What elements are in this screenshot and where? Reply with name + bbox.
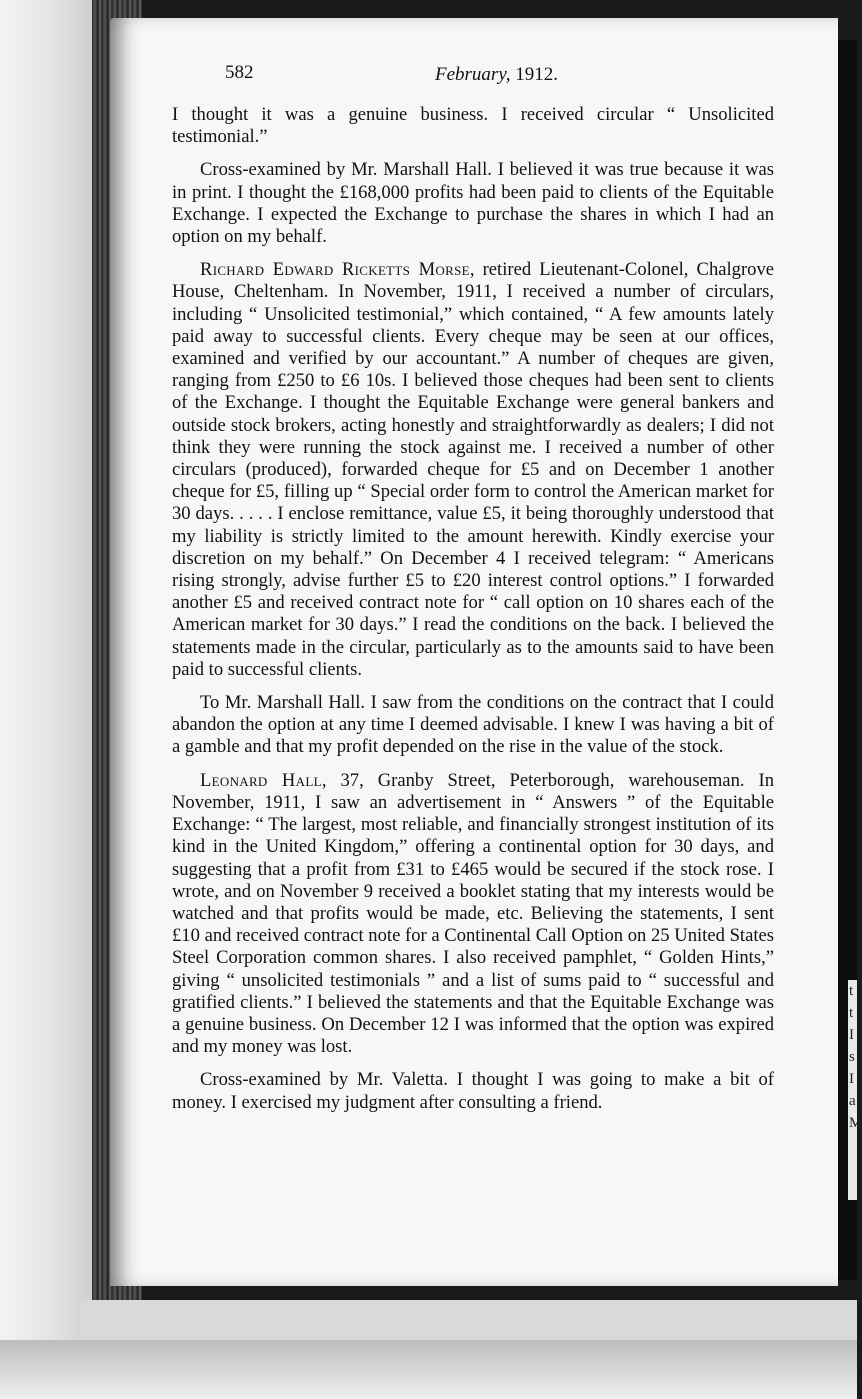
paragraph: [172, 1069, 774, 1113]
running-head-month: February,: [435, 64, 511, 85]
paragraph-text: , 37, Granby Street, Peterborough, warehouseman. In November, 1911, I saw an advertisement in “ Answers ” of the Equitable Exchange: “ The largest, most reliable, and financially strongest institution of its kind in the United Kingdom,” offering a continental option for 30 days, and suggesting that a profit from £31 to £465 would be secured if the stock rose. I wrote, and on November 9 received a booklet stating that my interests would be watched and that profits would be made, etc. Believing the statements, I sent £10 and received contract note for a Continental Call Option on 25 United States Steel Corporation common shares. I also received pamphlet, “ Golden Hints,” giving “ unsolicited testimonials ” and a list of sums paid to “ successful and gratified clients.” I believed the statements and that the Equitable Exchange was a genuine business. On December 12 I was informed that the option was expired and my money was lost.: [172, 769, 775, 1058]
margin-fragment: I: [849, 1071, 854, 1087]
paragraph-text: I thought it was a genuine business. I received circular “ Unsolicited testimonial.”: [172, 104, 774, 148]
margin-fragment: a: [849, 1093, 856, 1109]
margin-fragment: s: [849, 1049, 855, 1065]
paragraph-text: To Mr. Marshall Hall. I saw from the conditions on the contract that I could abandon the option at any time I deemed advisable. I knew I was having a bit of a gamble and that my profit depended on the rise in the value of the stock.: [172, 692, 774, 758]
margin-fragment: M: [849, 1115, 862, 1131]
running-head: [435, 64, 558, 86]
page-number: 582: [225, 62, 254, 83]
paragraph: [172, 104, 774, 148]
paragraph: [172, 259, 774, 681]
paragraph: [172, 159, 774, 248]
margin-fragment: t: [849, 983, 854, 999]
left-page-edge: [0, 0, 92, 1399]
paragraph: [172, 692, 774, 759]
paragraph-text: Cross-examined by Mr. Valetta. I thought I was going to make a bit of money. I exercised my judgment after consulting a friend.: [172, 1069, 774, 1113]
adjacent-page-fragment: [848, 980, 862, 1200]
body-text: [172, 104, 774, 1125]
witness-name: Richard Edward Ricketts Morse: [200, 259, 470, 281]
margin-fragment: t: [849, 1005, 854, 1021]
witness-name: Leonard Hall: [200, 769, 322, 791]
paragraph: [172, 770, 774, 1059]
page-header: [225, 62, 785, 92]
paragraph-text: Cross-examined by Mr. Marshall Hall. I believed it was true because it was in print. I thought the £168,000 profits had been paid to clients of the Equitable Exchange. I expected the Exchange to purchase the shares in which I had an option on my behalf.: [172, 159, 774, 248]
paragraph-text: , retired Lieutenant-Colonel, Chalgrove House, Cheltenham. In November, 1911, I received a number of circulars, including “ Unsolicited testimonial,” which contained, “ A few amounts lately paid away to successful clients. Every cheque may be seen at our offices, examined and verified by our accountant.” A number of cheques are given, ranging from £250 to £6 10s. I believed those cheques had been sent to clients of the Exchange. I thought the Equitable Exchange were general bankers and outside stock brokers, acting honestly and straightforwardly as dealers; I did not think they were running the stock against me. I received a number of other circulars (produced), forwarded cheque for £5 and on December 1 another cheque for £5, filling up “ Special order form to control the American market for 30 days. . . . . I enclose remittance, value £5, it being thoroughly understood that my liability is strictly limited to the amount herewith. Kindly exercise your discretion on my behalf.” On December 4 I received telegram: “ Americans rising strongly, advise further £5 to £20 interest control options.” I forwarded another £5 and received contract note for “ call option on 10 shares each of the American market for 30 days.” I read the conditions on the back. I believed the statements made in the circular, particularly as to the amounts said to have been paid to successful clients.: [172, 259, 774, 680]
bottom-background-lower: [0, 1340, 857, 1399]
margin-fragment: I: [849, 1027, 854, 1043]
running-head-year: 1912.: [510, 64, 558, 85]
